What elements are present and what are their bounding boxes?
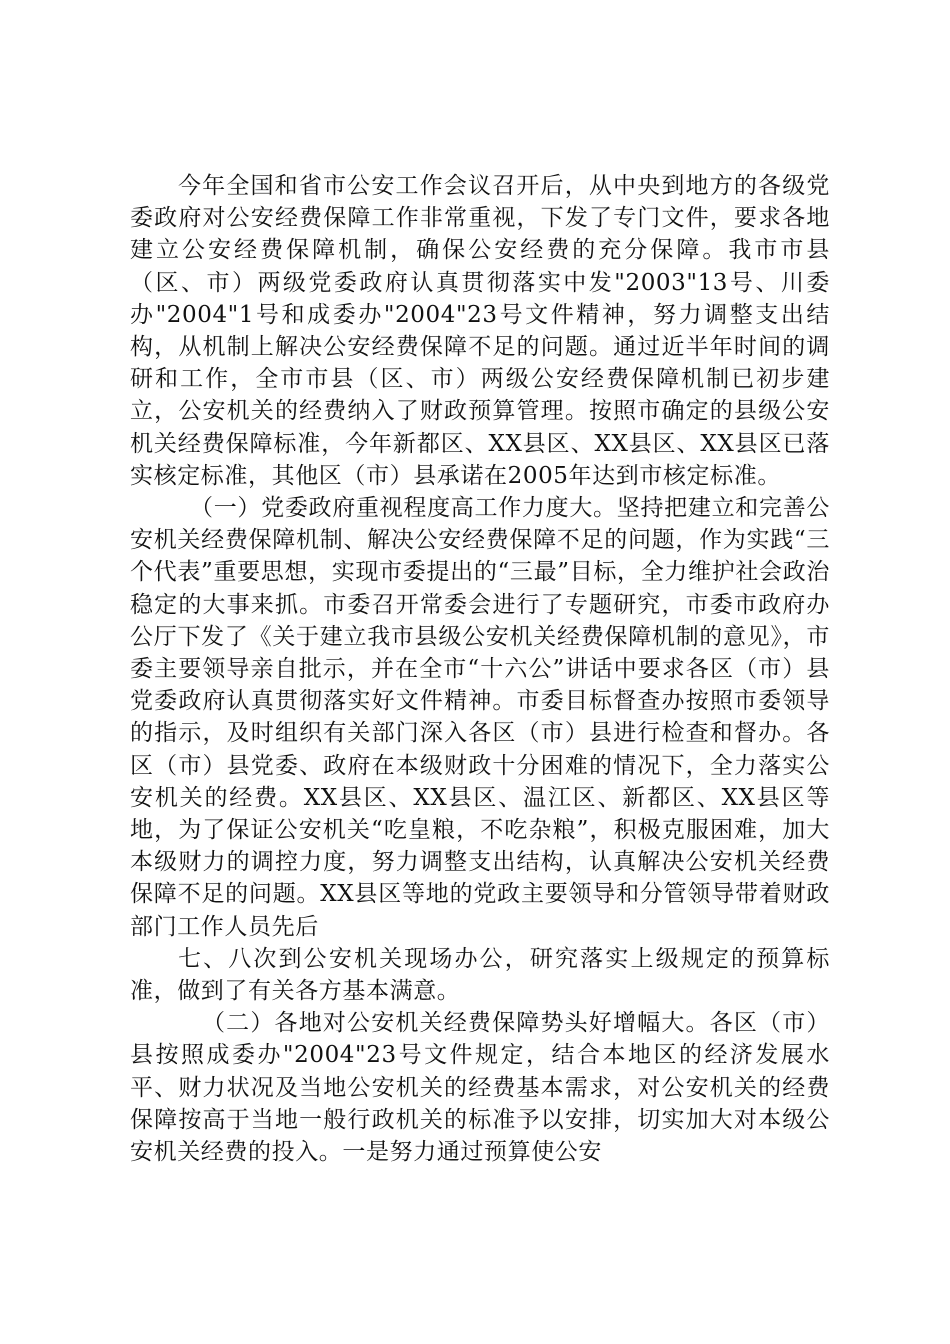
paragraph-section-two: （二）各地对公安机关经费保障势头好增幅大。各区（市）县按照成委办"2004"23号文件规定，结合本地区的经济发展水平、财力状况及当地公安机关的经费基本需求，对公安机关的经费保障按高于当地一般行政机关的标准予以安排，切实加大对本级公安机关经费的投入。一是努力通过预算使公安 xyxy=(130,1010,830,1166)
document-body xyxy=(130,170,830,1168)
paragraph-section-one: （一）党委政府重视程度高工作力度大。坚持把建立和完善公安机关经费保障机制、解决公安经费保障不足的问题，作为实践“三个代表”重要思想，实现市委提出的“三最”目标，全力维护社会政治稳定的大事来抓。市委召开常委会进行了专题研究，市委市政府办公厅下发了《关于建立我市县级公安机关经费保障机制的意见》，市委主要领导亲自批示，并在全市“十六公”讲话中要求各区（市）县党委政府认真贯彻落实好文件精神。市委目标督查办按照市委领导的指示，及时组织有关部门深入各区（市）县进行检查和督办。各区（市）县党委、政府在本级财政十分困难的情况下，全力落实公安机关的经费。XX县区、XX县区、温江区、新都区、XX县区等地，为了保证公安机关“吃皇粮，不吃杂粮”，积极克服困难，加大本级财力的调控力度，努力调整支出结构，认真解决公安机关经费保障不足的问题。XX县区等地的党政主要领导和分管领导带着财政部门工作人员先后 xyxy=(130,495,830,940)
paragraph-continuation: 七、八次到公安机关现场办公，研究落实上级规定的预算标准，做到了有关各方基本满意。 xyxy=(130,945,830,1005)
paragraph-intro: 今年全国和省市公安工作会议召开后，从中央到地方的各级党委政府对公安经费保障工作非常重视，下发了专门文件，要求各地建立公安经费保障机制，确保公安经费的充分保障。我市市县（区、市）两级党委政府认真贯彻落实中发"2003"13号、川委办"2004"1号和成委办"2004"23号文件精神，努力调整支出结构，从机制上解决公安经费保障不足的问题。通过近半年时间的调研和工作，全市市县（区、市）两级公安经费保障机制已初步建立，公安机关的经费纳入了财政预算管理。按照市确定的县级公安机关经费保障标准，今年新都区、XX县区、XX县区、XX县区已落实核定标准，其他区（市）县承诺在2005年达到市核定标准。 xyxy=(130,173,830,489)
